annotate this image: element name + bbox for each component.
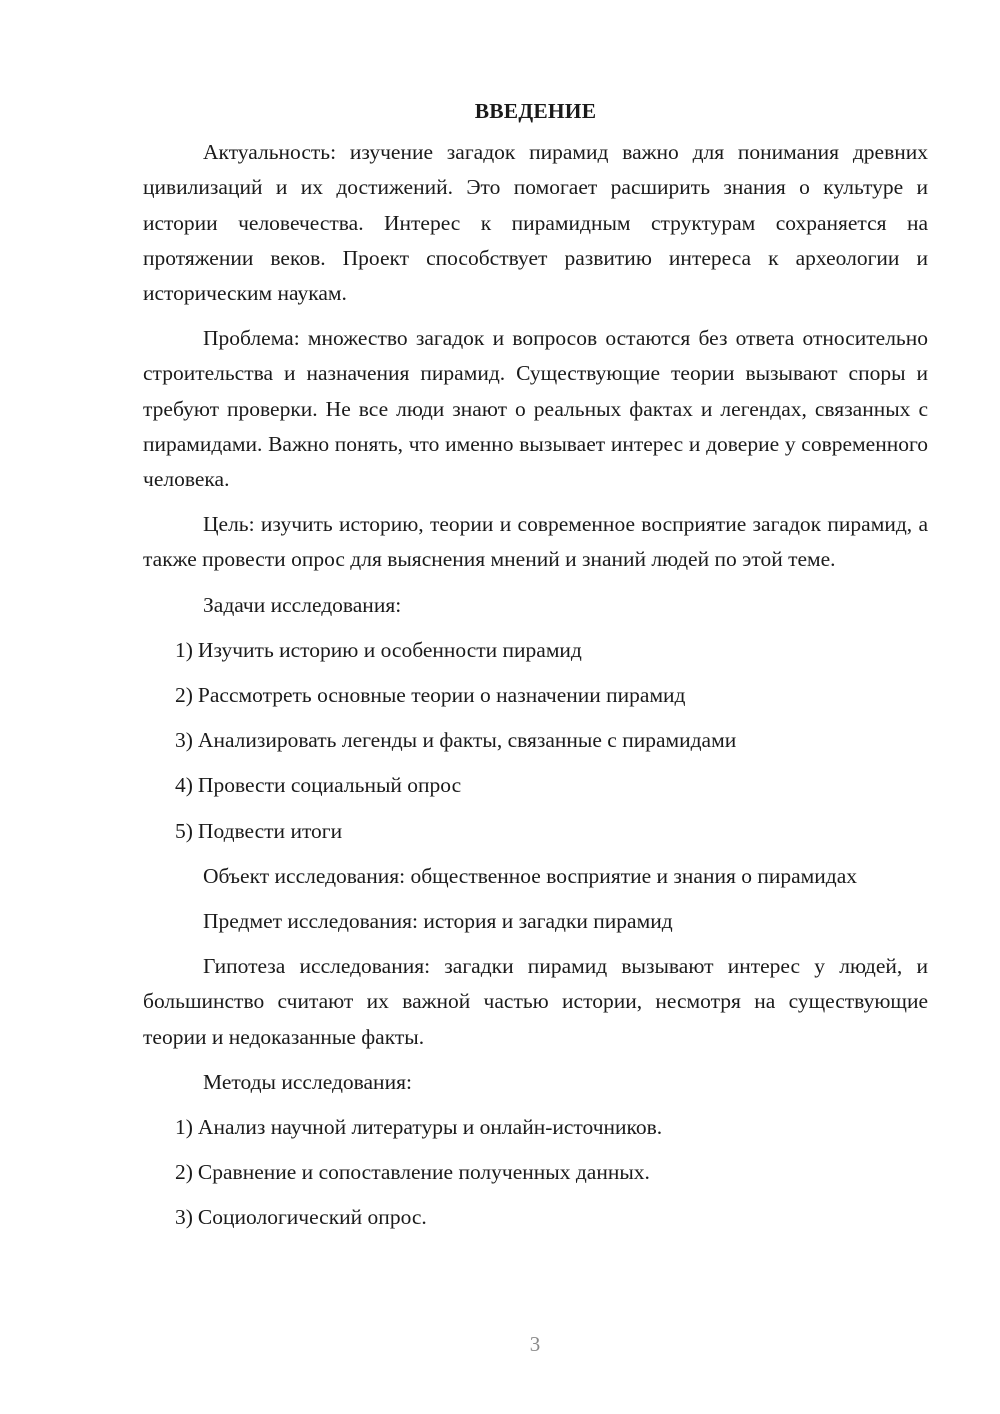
task-item <box>143 633 928 668</box>
task-number: 5) <box>175 818 193 843</box>
goal-paragraph: Цель: изучить историю, теории и современное восприятие загадок пирамид, а также провести опрос для выяснения мнений и знаний людей по этой теме. <box>143 512 928 572</box>
task-number: 4) <box>175 773 193 798</box>
method-item <box>143 1155 928 1190</box>
relevance-paragraph: Актуальность: изучение загадок пирамид важно для понимания древних цивилизаций и их достижений. Это помогает расширить знания о культуре и истории человечества. Интерес к пирамидным структурам сохраняется на протяжении веков. Проект способствует развитию интереса к археологии и историческим наукам. <box>143 140 928 306</box>
task-number: 1) <box>175 637 193 662</box>
method-number: 1) <box>175 1115 193 1140</box>
tasks-title: Задачи исследования: <box>203 592 402 617</box>
method-number: 2) <box>175 1160 193 1185</box>
method-text: Анализ научной литературы и онлайн-источников. <box>197 1115 663 1140</box>
method-item <box>143 1110 928 1145</box>
task-text: Изучить историю и особенности пирамид <box>197 637 582 662</box>
methods-title: Методы исследования: <box>203 1069 412 1094</box>
task-text: Анализировать легенды и факты, связанные с пирамидами <box>197 728 737 753</box>
problem-paragraph: Проблема: множество загадок и вопросов остаются без ответа относительно строительства и назначения пирамид. Существующие теории вызывают споры и требуют проверки. Не все люди знают о реальных фактах и легендах, связанных с пирамидами. Важно понять, что именно вызывает интерес и доверие у современного человека. <box>143 326 928 492</box>
tasks-list <box>143 633 928 849</box>
document-page <box>143 94 928 1246</box>
task-item <box>143 768 928 803</box>
method-text: Сравнение и сопоставление полученных данных. <box>197 1160 650 1185</box>
method-item <box>143 1200 928 1235</box>
task-item <box>143 814 928 849</box>
task-item <box>143 678 928 713</box>
page-number: 3 <box>529 1332 541 1356</box>
task-text: Провести социальный опрос <box>197 773 462 798</box>
section-heading: ВВЕДЕНИЕ <box>474 99 597 123</box>
task-item <box>143 723 928 758</box>
task-text: Подвести итоги <box>197 818 343 843</box>
method-number: 3) <box>175 1205 193 1230</box>
task-text: Рассмотреть основные теории о назначении пирамид <box>197 683 686 708</box>
method-text: Социологический опрос. <box>197 1205 427 1230</box>
methods-list <box>143 1110 928 1236</box>
task-number: 3) <box>175 728 193 753</box>
subject-paragraph: Предмет исследования: история и загадки пирамид <box>203 909 673 934</box>
object-paragraph: Объект исследования: общественное восприятие и знания о пирамидах <box>203 863 857 888</box>
hypothesis-paragraph: Гипотеза исследования: загадки пирамид вызывают интерес у людей, и большинство считают их важной частью истории, несмотря на существующие теории и недоказанные факты. <box>143 954 928 1049</box>
task-number: 2) <box>175 683 193 708</box>
